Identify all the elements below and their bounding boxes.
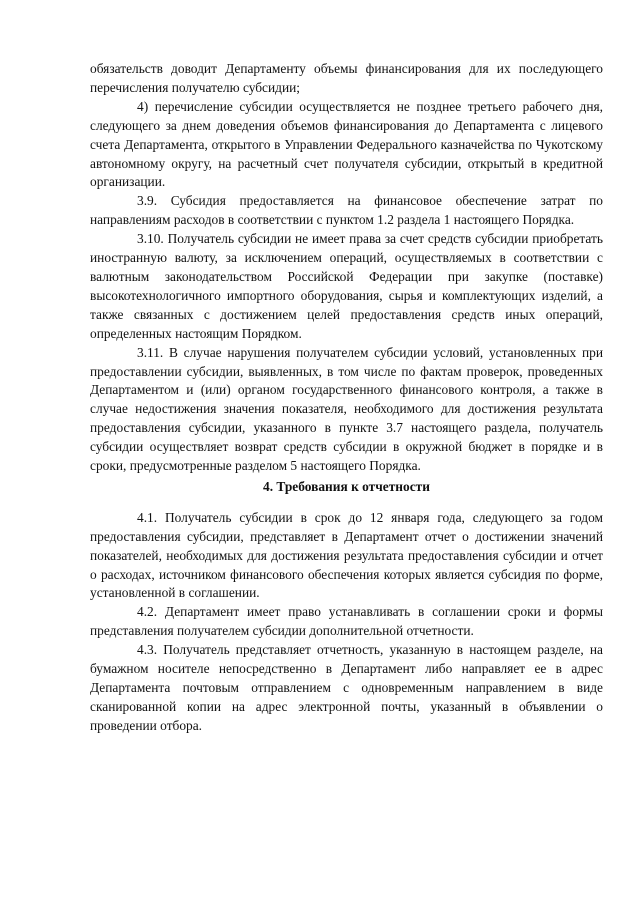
paragraph-4-3: 4.3. Получатель представляет отчетность, указанную в настоящем разделе, на бумажном носителе непосредственно в Департамент либо направляет ее в адрес Департамента почтовым отправлением с одновременным направлением в виде сканированной копии на адрес электронной почты, указанный в объявлении о проведении отбора.: [90, 642, 603, 733]
paragraph-4-1: 4.1. Получатель субсидии в срок до 12 января года, следующего за годом предоставления субсидии, представляет в Департамент отчет о достижении значений показателей, необходимых для достижения результата предоставления субсидии и отчет о расходах, источником финансового обеспечения которых является субсидия по форме, установленной в соглашении.: [90, 509, 603, 601]
paragraph-3-10: 3.10. Получатель субсидии не имеет права за счет средств субсидии приобретать иностранную валюту, за исключением операций, осуществляемых в соответствии с валютным законодательством Российской Федерации при закупке (поставке) высокотехнологичного импортного оборудования, сырья и комплектующих изделий, а также связанных с достижением целей предоставления средств иных операций, определенных настоящим Порядком.: [90, 231, 603, 341]
document-page: [90, 60, 603, 736]
paragraph-4-2: 4.2. Департамент имеет право устанавливать в соглашении сроки и формы представления получателем субсидии дополнительной отчетности.: [90, 604, 603, 639]
paragraph-item-4: 4) перечисление субсидии осуществляется не позднее третьего рабочего дня, следующего за днем доведения объемов финансирования до Департамента с лицевого счета Департамента, открытого в Управлении Федерального казначейства по Чукотскому автономному округу, на расчетный счет получателя субсидии, открытый в кредитной организации.: [90, 98, 603, 190]
section-heading: 4. Требования к отчетности: [263, 478, 430, 494]
paragraph-3-11: 3.11. В случае нарушения получателем субсидии условий, установленных при предоставлении субсидии, выявленных, в том числе по фактам проверок, проведенных Департаментом и (или) органом государственного финансового контроля, а также в случае недостижения значения показателя, необходимого для достижения результата предоставления субсидии, указанного в пункте 3.7 настоящего раздела, получатель субсидии осуществляет возврат средств субсидии в окружной бюджет в порядке и в сроки, предусмотренные разделом 5 настоящего Порядка.: [90, 344, 603, 474]
paragraph-3-9: 3.9. Субсидия предоставляется на финансовое обеспечение затрат по направлениям расходов в соответствии с пунктом 1.2 раздела 1 настоящего Порядка.: [90, 193, 603, 228]
paragraph-continuation: обязательств доводит Департаменту объемы финансирования для их последующего перечисления получателю субсидии;: [90, 61, 603, 95]
